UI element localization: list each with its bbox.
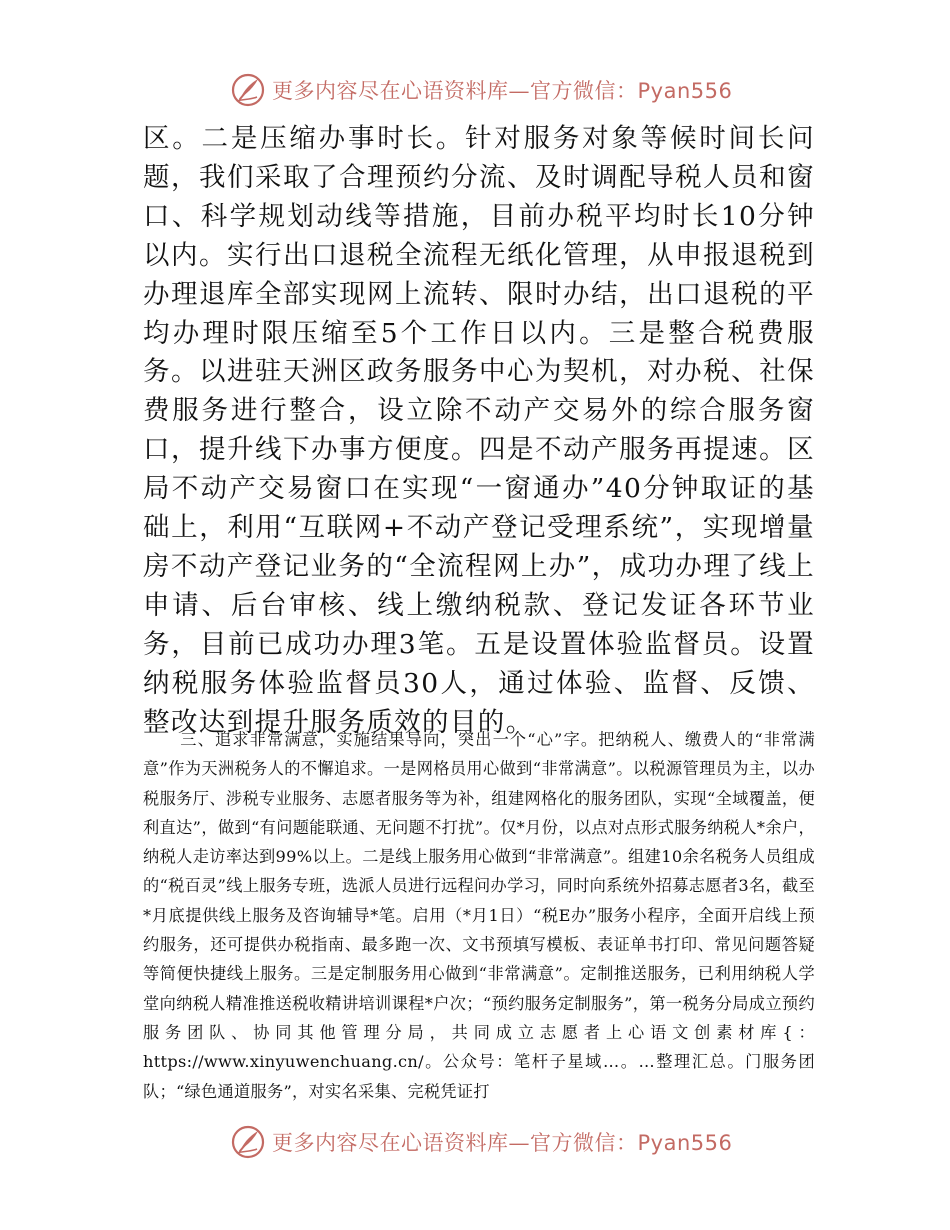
footer-banner-handle: Pyan556 [637, 1131, 733, 1155]
footer-watermark-banner [230, 1118, 750, 1166]
quill-pen-logo-icon [230, 72, 266, 108]
footer-banner-text: 更多内容尽在心语资料库—官方微信：Pyan556 [272, 1131, 733, 1155]
header-watermark-banner [230, 66, 750, 114]
header-banner-handle: Pyan556 [637, 79, 733, 103]
body-text-small [143, 725, 815, 1106]
header-banner-text: 更多内容尽在心语资料库—官方微信：Pyan556 [272, 79, 733, 103]
quill-pen-logo-icon [230, 1124, 266, 1160]
paragraph-section-three: 三、追求非常满意，实施结果导向，突出一个“心”字。把纳税人、缴费人的“非常满意”作为天洲税务人的不懈追求。一是网格员用心做到“非常满意”。以税源管理员为主，以办税服务厅、涉税专业服务、志愿者服务等为补，组建网格化的服务团队，实现“全域覆盖，便利直达”，做到“有问题能联通、无问题不打扰”。仅*月份，以点对点形式服务纳税人*余户，纳税人走访率达到99%以上。二是线上服务用心做到“非常满意”。组建10余名税务人员组成的“税百灵”线上服务专班，选派人员进行远程问办学习，同时向系统外招募志愿者3名，截至*月底提供线上服务及咨询辅导*笔。启用（*月1日）“税E办”服务小程序，全面开启线上预约服务，还可提供办税指南、最多跑一次、文书预填写模板、表证单书打印、常见问题答疑等简便快捷线上服务。三是定制服务用心做到“非常满意”。定制推送服务，已利用纳税人学堂向纳税人精准推送税收精讲培训课程*户次；“预约服务定制服务”，第一税务分局成立预约服务团队、协同其他管理分局，共同成立志愿者上心语文创素材库{：https://www.xinyuwenchuang.cn/。公众号：笔杆子星域…。…整理汇总。门服务团队；“绿色通道服务”，对实名采集、完税凭证打 [143, 730, 815, 1101]
body-text-large [143, 120, 815, 743]
paragraph-large: 区。二是压缩办事时长。针对服务对象等候时间长问题，我们采取了合理预约分流、及时调配导税人员和窗口、科学规划动线等措施，目前办税平均时长10分钟以内。实行出口退税全流程无纸化管理，从申报退税到办理退库全部实现网上流转、限时办结，出口退税的平均办理时限压缩至5个工作日以内。三是整合税费服务。以进驻天洲区政务服务中心为契机，对办税、社保费服务进行整合，设立除不动产交易外的综合服务窗口，提升线下办事方便度。四是不动产服务再提速。区局不动产交易窗口在实现“一窗通办”40分钟取证的基础上，利用“互联网+不动产登记受理系统”，实现增量房不动产登记业务的“全流程网上办”，成功办理了线上申请、后台审核、线上缴纳税款、登记发证各环节业务，目前已成功办理3笔。五是设置体验监督员。设置纳税服务体验监督员30人，通过体验、监督、反馈、整改达到提升服务质效的目的。 [143, 123, 815, 738]
